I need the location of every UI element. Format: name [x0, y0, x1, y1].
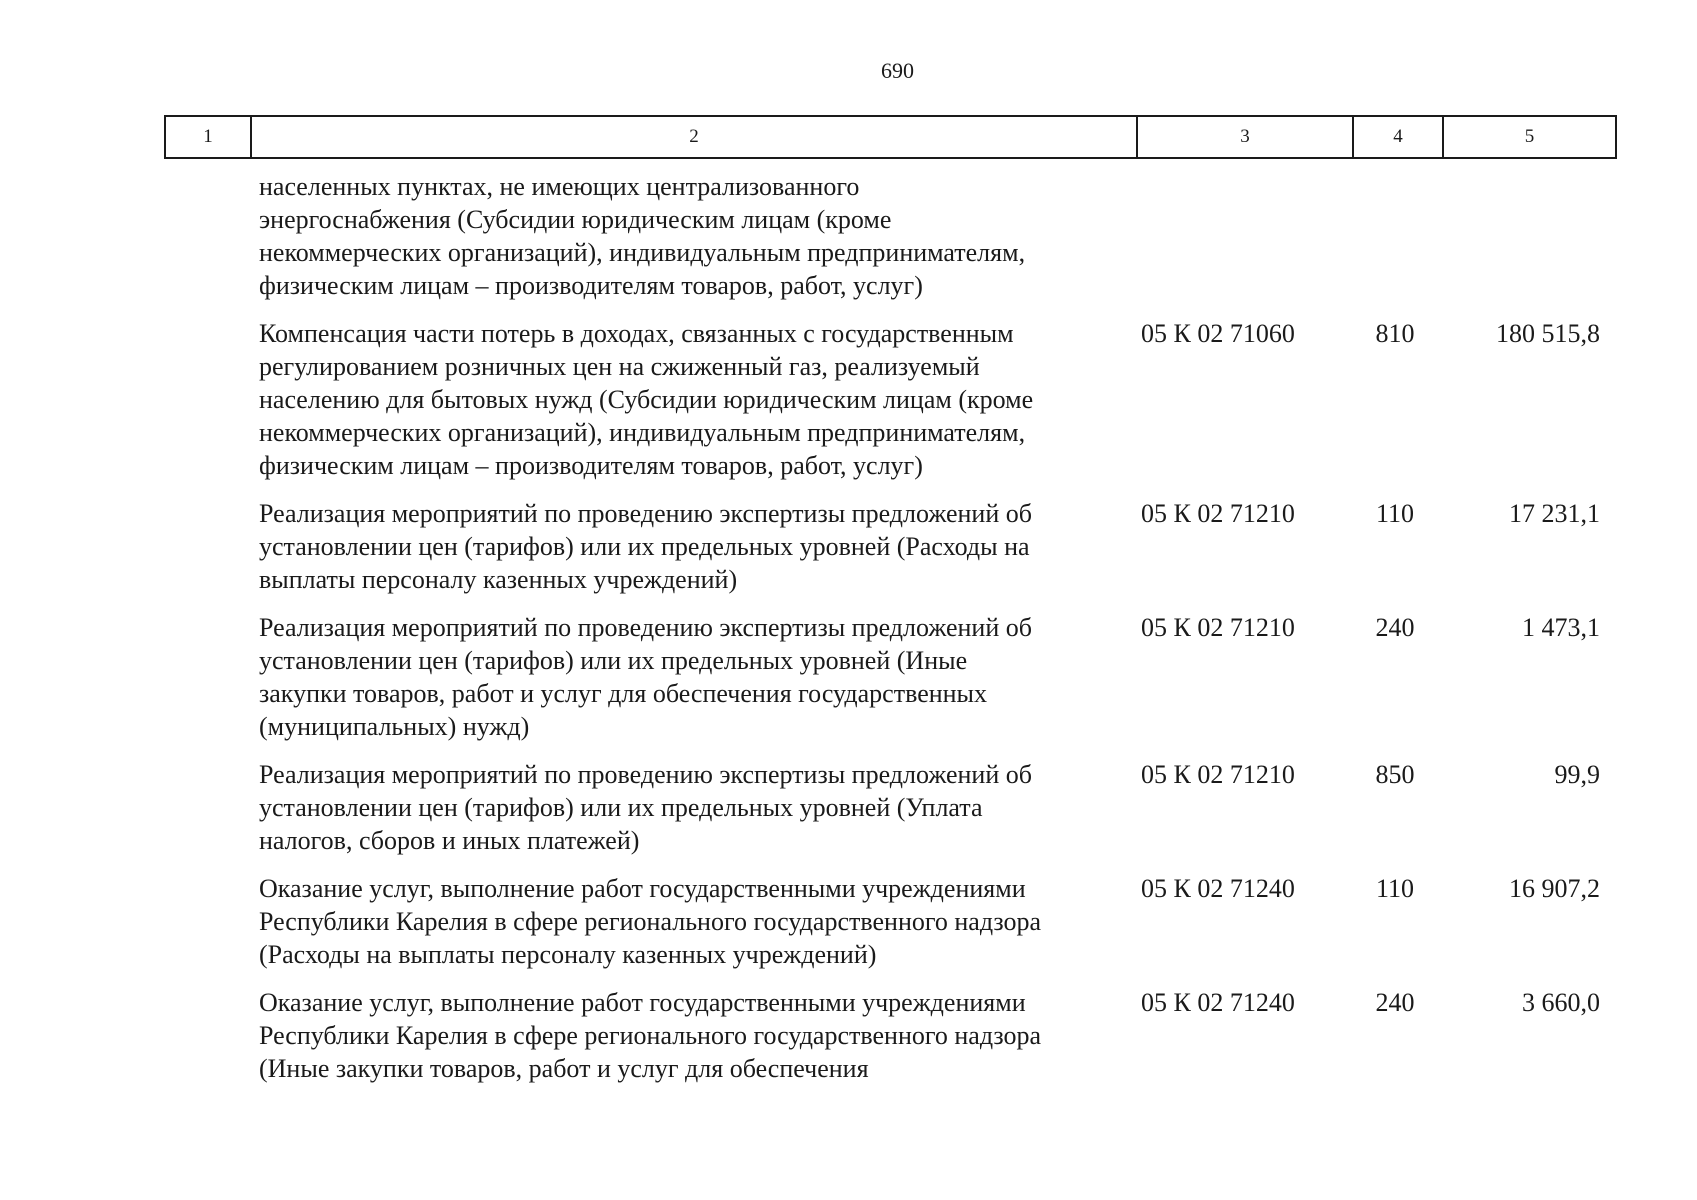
- budget-rows: [0, 170, 1697, 1100]
- row-code: 05 К 02 71210: [1141, 760, 1295, 789]
- row-type: 810: [1375, 319, 1415, 348]
- table-row: [0, 497, 1697, 596]
- header-row: [165, 116, 1616, 158]
- header-col-4: 4: [1353, 116, 1443, 158]
- row-amount: 99,9: [1554, 760, 1600, 789]
- row-description: Оказание услуг, выполнение работ государственными учреждениями Республики Карелия в сфере регионального государственного надзора (Иные закупки товаров, работ и услуг для обеспечения: [259, 988, 1042, 1083]
- table-row: [0, 872, 1697, 971]
- row-code: 05 К 02 71060: [1141, 319, 1295, 348]
- row-description: Компенсация части потерь в доходах, связанных с государственным регулированием розничных цен на сжиженный газ, реализуемый населению для бытовых нужд (Субсидии юридическим лицам (кроме некоммерческих организаций), индивидуальным предпринимателям, физическим лицам – производителям товаров, работ, услуг): [259, 319, 1034, 480]
- row-description: населенных пунктах, не имеющих централизованного энергоснабжения (Субсидии юридическим лицам (кроме некоммерческих организаций), индивидуальным предпринимателям, физическим лицам – производителям товаров, работ, услуг): [259, 172, 1026, 300]
- row-amount: 16 907,2: [1509, 874, 1600, 903]
- row-type: 240: [1375, 988, 1415, 1017]
- table-row: [0, 611, 1697, 743]
- row-type: 110: [1375, 499, 1415, 528]
- header-col-5: 5: [1443, 116, 1616, 158]
- row-code: 05 К 02 71240: [1141, 874, 1295, 903]
- row-code: 05 К 02 71210: [1141, 613, 1295, 642]
- header-col-1: 1: [165, 116, 251, 158]
- row-description: Реализация мероприятий по проведению экспертизы предложений об установлении цен (тарифов) или их предельных уровней (Уплата налогов, сборов и иных платежей): [259, 760, 1032, 855]
- row-description: Оказание услуг, выполнение работ государственными учреждениями Республики Карелия в сфере регионального государственного надзора (Расходы на выплаты персоналу казенных учреждений): [259, 874, 1042, 969]
- row-code: 05 К 02 71210: [1141, 499, 1295, 528]
- table-row: [0, 317, 1697, 482]
- column-number-header: [164, 115, 1617, 159]
- table-row: [0, 758, 1697, 857]
- row-description: Реализация мероприятий по проведению экспертизы предложений об установлении цен (тарифов) или их предельных уровней (Иные закупки товаров, работ и услуг для обеспечения государственных (муниципальных) нужд): [259, 613, 1032, 741]
- row-amount: 180 515,8: [1496, 319, 1600, 348]
- page-number: 690: [881, 58, 914, 83]
- header-col-3: 3: [1137, 116, 1353, 158]
- row-amount: 17 231,1: [1509, 499, 1600, 528]
- row-code: 05 К 02 71240: [1141, 988, 1295, 1017]
- row-type: 850: [1375, 760, 1415, 789]
- header-col-2: 2: [251, 116, 1137, 158]
- row-type: 110: [1375, 874, 1415, 903]
- row-amount: 3 660,0: [1522, 988, 1600, 1017]
- row-type: 240: [1375, 613, 1415, 642]
- table-row: [0, 170, 1697, 302]
- row-amount: 1 473,1: [1522, 613, 1600, 642]
- row-description: Реализация мероприятий по проведению экспертизы предложений об установлении цен (тарифов) или их предельных уровней (Расходы на выплаты персоналу казенных учреждений): [259, 499, 1032, 594]
- table-row: [0, 986, 1697, 1085]
